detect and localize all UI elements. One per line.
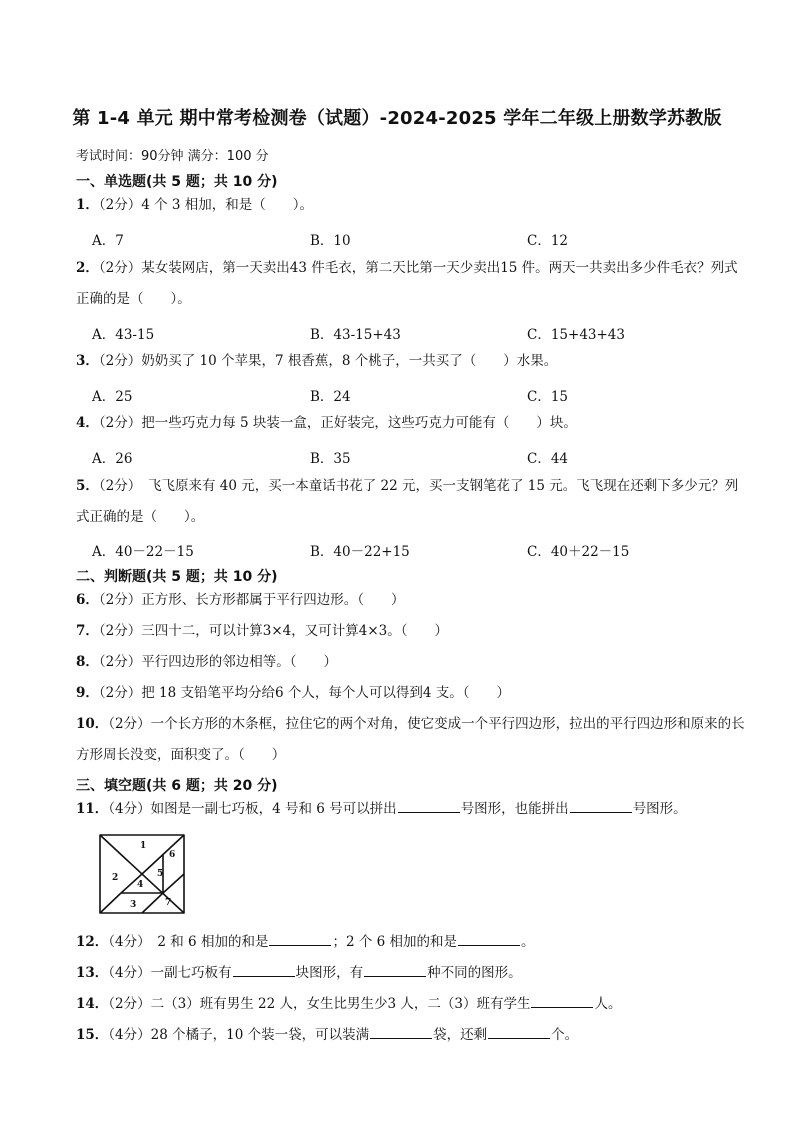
question-number: 8．	[76, 654, 99, 670]
tangram-figure	[99, 834, 185, 914]
question-text: 块图形，有	[295, 965, 364, 981]
question-15	[76, 1020, 746, 1051]
section-heading-single-choice: 一、单选题(共 5 题；共 10 分)	[76, 174, 278, 190]
question-text: （2分）正方形、长方形都属于平行四边形。（ ）	[98, 592, 405, 608]
question-text: （4分） 2 和 6 相加的和是	[108, 934, 269, 950]
option-a[interactable]: A．25	[92, 389, 133, 405]
tangram-label: 1	[140, 841, 147, 851]
question-text: （2分）把一些巧克力每 5 块装一盒，正好装完，这些巧克力可能有（ ）块。	[98, 415, 577, 431]
question-13	[76, 958, 746, 989]
section-heading-fill-blank: 三、填空题(共 6 题；共 20 分)	[76, 778, 278, 794]
question-10	[76, 709, 746, 771]
question-number: 9．	[76, 685, 99, 701]
question-text: （2分）二（3）班有男生 22 人，女生比男生少3 人，二（3）班有学生	[108, 996, 531, 1012]
question-text: （2分）4 个 3 相加，和是（ ）。	[98, 197, 314, 213]
tangram-label: 7	[165, 898, 172, 908]
question-text: （2分）奶奶买了 10 个苹果，7 根香蕉，8 个桃子，一共买了（ ）水果。	[98, 353, 558, 369]
question-14	[76, 989, 746, 1020]
question-number: 14．	[76, 996, 109, 1012]
option-c[interactable]: C．15	[527, 389, 569, 405]
tangram-label: 2	[112, 873, 119, 883]
question-number: 3．	[76, 353, 99, 369]
option-a[interactable]: A．26	[92, 451, 133, 467]
option-c[interactable]: C．40＋22－15	[527, 544, 630, 560]
answer-blank[interactable]	[458, 931, 520, 946]
answer-blank[interactable]	[233, 962, 295, 977]
question-6	[76, 585, 746, 616]
question-number: 1．	[76, 197, 99, 213]
answer-blank[interactable]	[370, 1024, 432, 1039]
question-text: （2分）三四十二，可以计算3×4，又可计算4×3。（ ）	[98, 623, 448, 639]
question-number: 15．	[76, 1027, 109, 1043]
question-text: 。	[521, 934, 535, 950]
option-b[interactable]: B．24	[310, 389, 351, 405]
answer-blank[interactable]	[531, 993, 593, 1008]
question-11	[76, 794, 746, 825]
question-text: 袋，还剩	[433, 1027, 488, 1043]
question-9	[76, 678, 746, 709]
question-number: 7．	[76, 623, 99, 639]
option-c[interactable]: C．12	[527, 233, 569, 249]
question-4	[76, 408, 746, 439]
answer-blank[interactable]	[364, 962, 426, 977]
option-b[interactable]: B．10	[310, 233, 351, 249]
option-a[interactable]: A．7	[92, 233, 124, 249]
option-b[interactable]: B．40－22+15	[310, 544, 410, 560]
question-1	[76, 190, 746, 221]
tangram-label: 5	[157, 869, 164, 879]
answer-blank[interactable]	[398, 798, 460, 813]
question-number: 10．	[76, 716, 109, 732]
option-a[interactable]: A．43-15	[92, 327, 155, 343]
question-text: 种不同的图形。	[427, 965, 522, 981]
question-number: 5．	[76, 478, 99, 494]
exam-meta: 考试时间：90分钟 满分：100 分	[76, 149, 269, 164]
question-text: （4分）28 个橘子，10 个装一袋，可以装满	[108, 1027, 370, 1043]
tangram-label: 3	[130, 900, 137, 910]
page-title: 第 1-4 单元 期中常考检测卷（试题）-2024-2025 学年二年级上册数学苏教版	[72, 108, 722, 129]
question-2	[76, 253, 746, 315]
tangram-label: 6	[169, 850, 176, 860]
option-c[interactable]: C．15+43+43	[527, 327, 625, 343]
question-text: （2分）一个长方形的木条框，拉住它的两个对角，使它变成一个平行四边形，拉出的平行四边形和原来的长方形周长没变，面积变了。（ ）	[76, 716, 745, 763]
option-b[interactable]: B．35	[310, 451, 351, 467]
question-number: 2．	[76, 260, 99, 276]
question-number: 11．	[76, 801, 109, 817]
question-text: 号图形。	[632, 801, 687, 817]
question-number: 12．	[76, 934, 109, 950]
question-number: 6．	[76, 592, 99, 608]
question-text: （2分） 飞飞原来有 40 元，买一本童话书花了 22 元，买一支钢笔花了 15 元。飞飞现在还剩下多少元？列式正确的是（ ）。	[76, 478, 739, 525]
question-5	[76, 471, 746, 533]
question-text: （2分）把 18 支铅笔平均分给6 个人，每个人可以得到4 支。（ ）	[98, 685, 511, 701]
question-text: （4分）一副七巧板有	[108, 965, 232, 981]
question-text: （2分）平行四边形的邻边相等。（ ）	[98, 654, 337, 670]
question-number: 4．	[76, 415, 99, 431]
question-text: 人。	[594, 996, 622, 1012]
answer-blank[interactable]	[570, 798, 632, 813]
tangram-label: 4	[137, 880, 144, 890]
question-number: 13．	[76, 965, 109, 981]
option-c[interactable]: C．44	[527, 451, 569, 467]
question-3	[76, 346, 746, 377]
section-heading-true-false: 二、判断题(共 5 题；共 10 分)	[76, 569, 278, 585]
question-8	[76, 647, 746, 678]
option-b[interactable]: B．43-15+43	[310, 327, 401, 343]
question-text: ；2 个 6 相加的和是	[332, 934, 458, 950]
answer-blank[interactable]	[269, 931, 331, 946]
question-12	[76, 927, 746, 958]
question-text: （2分）某女装网店，第一天卖出43 件毛衣，第二天比第一天少卖出15 件。两天一共卖出多少件毛衣？列式正确的是（ ）。	[76, 260, 738, 307]
question-text: 个。	[551, 1027, 579, 1043]
option-a[interactable]: A．40－22－15	[92, 544, 194, 560]
answer-blank[interactable]	[488, 1024, 550, 1039]
question-7	[76, 616, 746, 647]
question-text: （4分）如图是一副七巧板，4 号和 6 号可以拼出	[108, 801, 397, 817]
question-text: 号图形，也能拼出	[460, 801, 569, 817]
